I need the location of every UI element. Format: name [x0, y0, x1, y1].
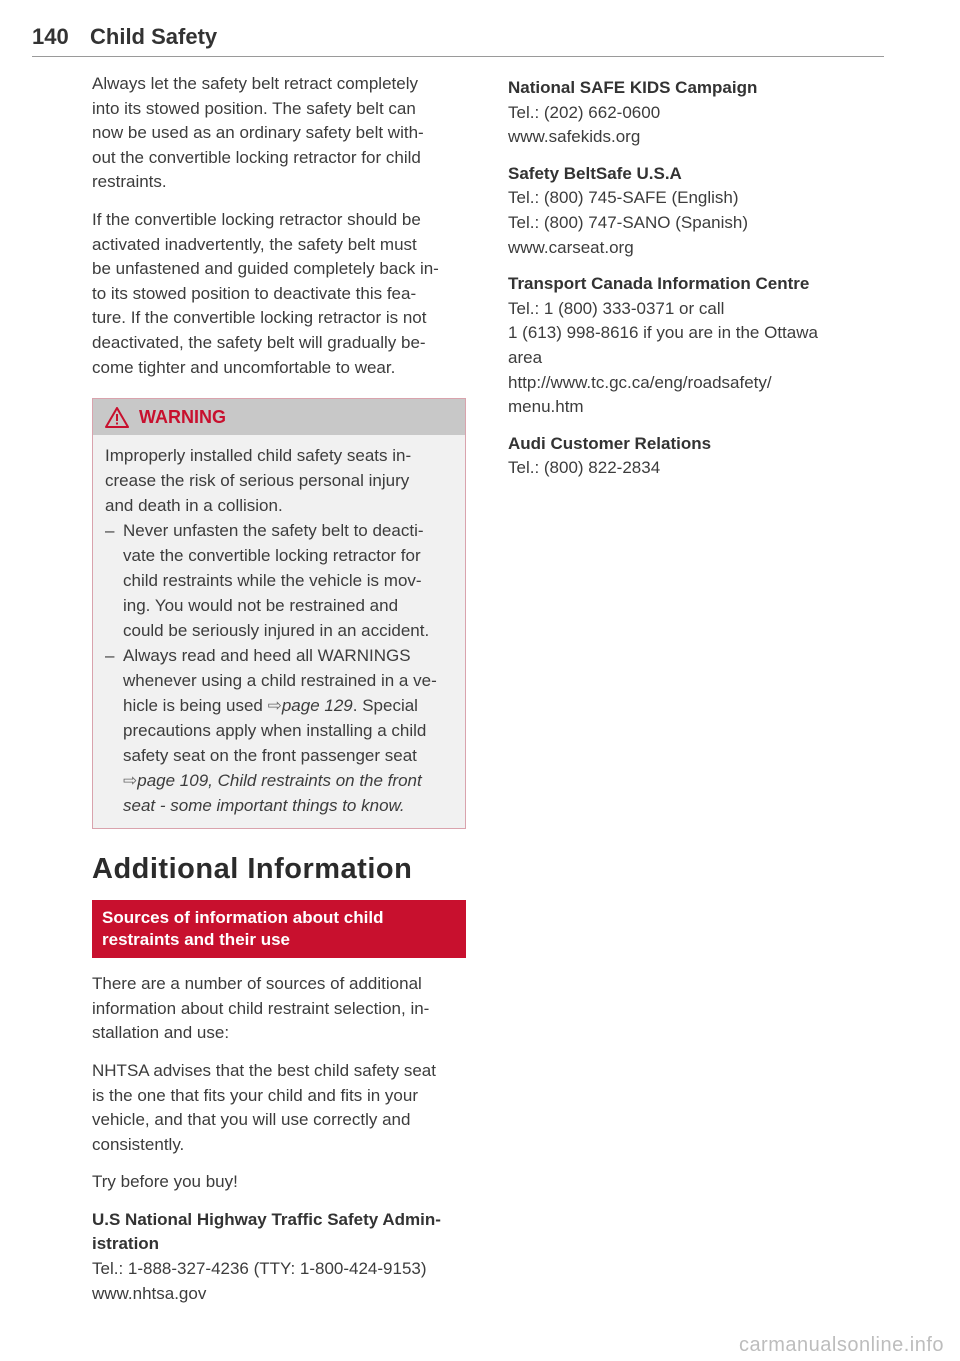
left-column: [92, 72, 466, 1318]
subsection-band: Sources of information about child restraints and their use: [92, 900, 466, 958]
paragraph-sources: There are a number of sources of additional information about child restraint selection, in- stallation and use:: [92, 974, 430, 1043]
page-reference-link[interactable]: page 109, Child restraints on the front: [137, 771, 422, 791]
contact-transport-canada: Transport Canada Information Centre Tel.: 1 (800) 333-0371 or call 1 (613) 998-8616 if you are in the Ottawa area http://www.tc.gc.ca/eng/roadsafety/ menu.htm: [508, 274, 818, 417]
right-column: [508, 76, 888, 493]
paragraph-retract: Always let the safety belt retract completely into its stowed position. The safety belt can now be used as an ordinary safety belt with- out the convertible locking retractor for child restraints.: [92, 74, 424, 192]
page-header: [32, 22, 884, 57]
arrow-right-icon: ⇨: [123, 771, 138, 791]
contact-audi: Audi Customer Relations Tel.: (800) 822-2834: [508, 433, 712, 478]
section-title: Child Safety: [90, 24, 218, 49]
warning-list: [105, 518, 453, 818]
warning-bullet: – Never unfasten the safety belt to deacti- vate the convertible locking retractor for child restraints while the vehicle is mov- ing. You would not be restrained and could be seriously injured in an accident.: [105, 518, 453, 643]
contact-beltsafe: Safety BeltSafe U.S.A Tel.: (800) 745-SAFE (English) Tel.: (800) 747-SANO (Spanish) www.carseat.org: [508, 163, 748, 257]
contact-nhtsa: U.S National Highway Traffic Safety Admin- istration Tel.: 1-888-327-4236 (TTY: 1-800-424-9153) www.nhtsa.gov: [92, 1209, 441, 1303]
warning-body: [93, 435, 465, 828]
paragraph-inadvertent: If the convertible locking retractor should be activated inadvertently, the safety belt must be unfastened and guided completely back in- to its stowed position to deactivate this fea- ture. If the convertible locking retractor is not deactivated, the safety belt will gradually be- come tighter and uncomfortable to wear.: [92, 209, 439, 377]
warning-bullet: – Always read and heed all WARNINGS whenever using a child restrained in a ve- hicle is being used ⇨page 129. Special precautions apply when installing a child safety seat on the front passenger seat ⇨page 109, Child restraints on the front seat - some important things to know.: [105, 643, 453, 818]
section-heading: Additional Information: [92, 853, 413, 886]
contact-safe-kids: National SAFE KIDS Campaign Tel.: (202) 662-0600 www.safekids.org: [508, 78, 758, 147]
watermark: carmanualsonline.info: [738, 1334, 944, 1356]
warning-label: WARNING: [139, 406, 226, 427]
warning-header: [93, 399, 465, 435]
page-reference-link[interactable]: page 129: [281, 696, 353, 716]
warning-box: [92, 398, 466, 829]
page-number: 140: [32, 24, 69, 49]
warning-triangle-icon: [105, 407, 129, 428]
arrow-right-icon: ⇨: [267, 696, 282, 716]
warning-intro: Improperly installed child safety seats in- crease the risk of serious personal injury and death in a collision.: [105, 446, 412, 516]
paragraph-try: Try before you buy!: [92, 1172, 238, 1192]
paragraph-nhtsa-advice: NHTSA advises that the best child safety seat is the one that fits your child and fits in your vehicle, and that you will use correctly and consistently.: [92, 1060, 436, 1154]
